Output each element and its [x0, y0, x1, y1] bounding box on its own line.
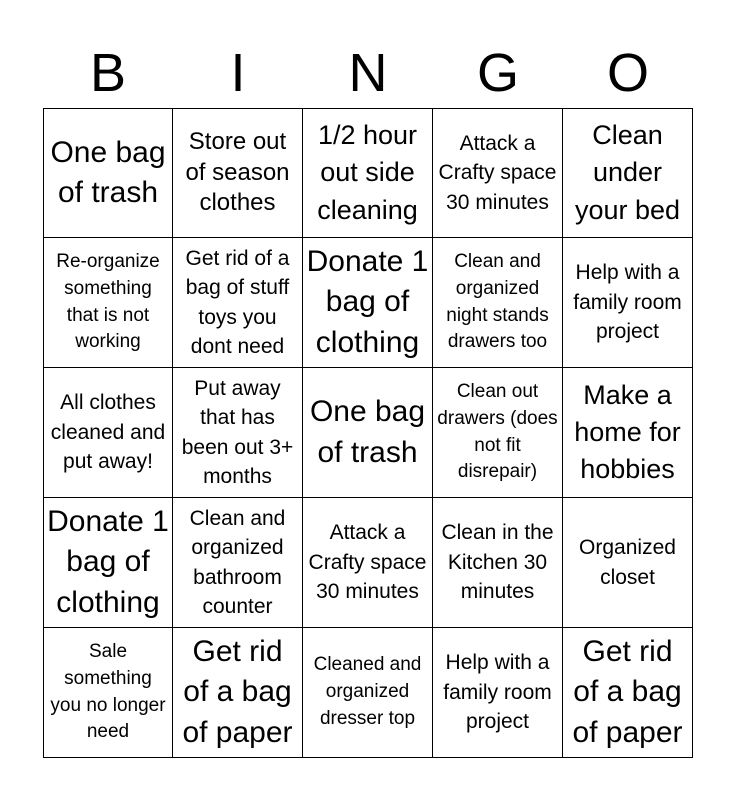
bingo-board: [43, 108, 693, 758]
bingo-cell[interactable]: [303, 368, 433, 498]
bingo-cell[interactable]: [173, 498, 303, 628]
bingo-cell[interactable]: [303, 238, 433, 368]
bingo-cell[interactable]: [433, 368, 563, 498]
bingo-cell[interactable]: [43, 238, 173, 368]
cell-text: Clean and organized night stands drawers too: [446, 250, 549, 353]
cell-text: Sale something you no longer need: [50, 640, 166, 743]
cell-text: Get rid of a bag of paper: [182, 634, 293, 749]
bingo-header: [43, 40, 693, 106]
cell-text: Clean and organized bathroom counter: [189, 506, 286, 618]
bingo-cell[interactable]: [43, 108, 173, 238]
bingo-cell[interactable]: [173, 238, 303, 368]
cell-text: Clean out drawers (does not fit disrepair): [437, 380, 558, 483]
bingo-cell[interactable]: [563, 498, 693, 628]
header-letter-i: I: [230, 43, 246, 103]
bingo-cell[interactable]: [563, 628, 693, 758]
cell-text: Store out of season clothes: [185, 127, 290, 217]
cell-text: Get rid of a bag of paper: [572, 634, 683, 749]
cell-text: One bag of trash: [50, 135, 166, 209]
bingo-cell[interactable]: [433, 628, 563, 758]
cell-text: Clean in the Kitchen 30 minutes: [441, 521, 554, 604]
bingo-cell[interactable]: [173, 628, 303, 758]
bingo-cell[interactable]: [173, 108, 303, 238]
cell-text: Attack a Crafty space 30 minutes: [438, 131, 557, 214]
header-letter-b: B: [89, 43, 127, 103]
cell-text: Help with a family room project: [443, 651, 552, 734]
cell-text: All clothes cleaned and put away!: [50, 391, 166, 474]
bingo-cell[interactable]: [433, 498, 563, 628]
header-letter-g: G: [476, 43, 519, 103]
cell-text: Cleaned and organized dresser top: [313, 654, 422, 729]
cell-text: Attack a Crafty space 30 minutes: [308, 521, 427, 604]
cell-text: Help with a family room project: [573, 261, 682, 344]
bingo-cell[interactable]: [303, 108, 433, 238]
header-letter-o: O: [606, 43, 649, 103]
cell-text: 1/2 hour out side cleaning: [317, 120, 418, 225]
bingo-cell[interactable]: [43, 368, 173, 498]
bingo-cell[interactable]: [433, 108, 563, 238]
cell-text: Re-organize something that is not working: [56, 250, 160, 353]
cell-text: Get rid of a bag of stuff toys you dont need: [185, 246, 290, 358]
bingo-cell[interactable]: [303, 498, 433, 628]
cell-text: Donate 1 bag of clothing: [306, 244, 429, 359]
bingo-cell[interactable]: [43, 498, 173, 628]
header-letter-n: N: [348, 43, 388, 103]
cell-text: Make a home for hobbies: [574, 379, 681, 485]
bingo-cell[interactable]: [173, 368, 303, 498]
cell-text: Clean under your bed: [574, 120, 681, 225]
bingo-cell[interactable]: [43, 628, 173, 758]
bingo-cell[interactable]: [433, 238, 563, 368]
bingo-cell[interactable]: [563, 108, 693, 238]
cell-text: Donate 1 bag of clothing: [47, 504, 169, 619]
bingo-cell[interactable]: [303, 628, 433, 758]
cell-text: Organized closet: [579, 536, 676, 589]
cell-text: Put away that has been out 3+ months: [181, 376, 294, 488]
bingo-cell[interactable]: [563, 238, 693, 368]
cell-text: One bag of trash: [309, 395, 426, 469]
bingo-cell[interactable]: [563, 368, 693, 498]
